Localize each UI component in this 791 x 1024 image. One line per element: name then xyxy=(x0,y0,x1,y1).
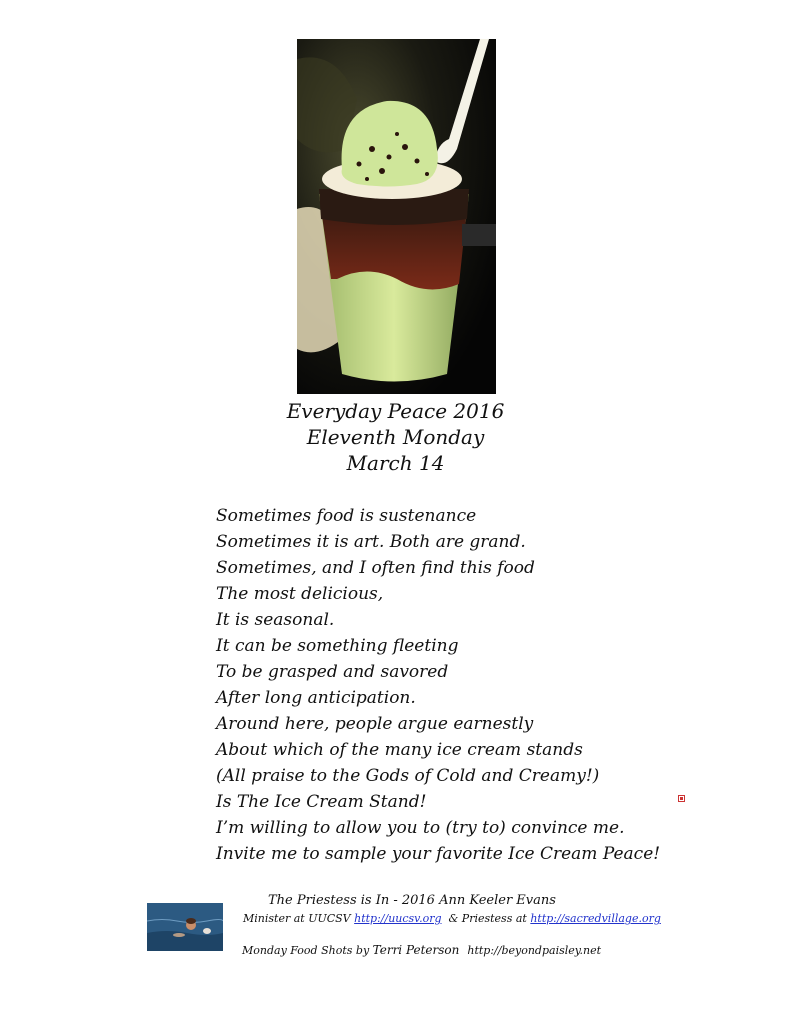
poem-line: Invite me to sample your favorite Ice Cream Peace! xyxy=(216,844,661,864)
poem-line: Sometimes it is art. Both are grand. xyxy=(216,532,526,552)
poem-line: I’m willing to allow you to (try to) convince me. xyxy=(216,818,625,838)
beyondpaisley-url: http://beyondpaisley.net xyxy=(467,944,602,957)
subtitle-line: Eleventh Monday xyxy=(306,425,485,449)
poem-line: It is seasonal. xyxy=(216,610,335,630)
uucsv-link[interactable]: http://uucsv.org xyxy=(354,912,442,925)
photographer-name: Terri Peterson xyxy=(372,943,460,957)
poem-line: (All praise to the Gods of Cold and Creamy!) xyxy=(216,766,600,786)
date-line: March 14 xyxy=(346,451,445,475)
priestess-label: & Priestess at xyxy=(441,912,531,925)
title-block xyxy=(0,398,791,476)
minister-label: Minister at UUCSV xyxy=(243,912,355,925)
poem-line: To be grasped and savored xyxy=(216,662,449,682)
poem-line: After long anticipation. xyxy=(216,688,416,708)
poem-line: About which of the many ice cream stands xyxy=(216,740,583,760)
poem-line: Around here, people argue earnestly xyxy=(216,714,534,734)
footer-links xyxy=(243,912,661,925)
poem-line: Sometimes food is sustenance xyxy=(216,506,477,526)
comment-marker-icon[interactable] xyxy=(678,795,685,802)
photo-credit-label: Monday Food Shots by xyxy=(242,944,373,957)
poem xyxy=(216,503,660,867)
poem-line: Sometimes, and I often find this food xyxy=(216,558,535,578)
sacredvillage-link[interactable]: http://sacredvillage.org xyxy=(530,912,661,925)
poem-line: The most delicious, xyxy=(216,584,384,604)
footer-credit: The Priestess is In - 2016 Ann Keeler Evans xyxy=(268,893,556,908)
swimmer-illustration xyxy=(147,903,223,951)
ice-cream-photo xyxy=(297,39,496,394)
title-line: Everyday Peace 2016 xyxy=(286,399,505,423)
poem-line: Is The Ice Cream Stand! xyxy=(216,792,427,812)
poem-line: It can be something fleeting xyxy=(216,636,459,656)
swimmer-photo xyxy=(147,903,223,951)
photo-credit xyxy=(242,943,601,957)
ice-cream-illustration xyxy=(297,39,496,394)
